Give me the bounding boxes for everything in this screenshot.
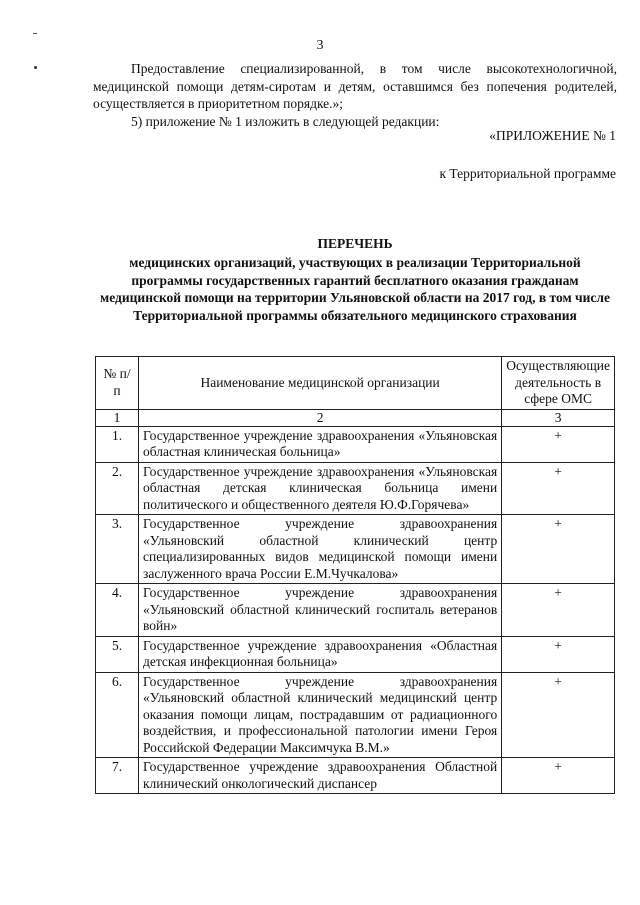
row-oms-mark: + <box>502 426 615 462</box>
row-number: 1. <box>96 426 139 462</box>
row-organization-name: Государственное учреждение здравоохранения «Ульяновская областная детская клиническая больница имени политического и общественного деятеля Ю.Ф.Горячева» <box>139 462 502 515</box>
table-row <box>96 515 615 584</box>
header-name: Наименование медицинской организации <box>139 357 502 410</box>
table-row <box>96 584 615 637</box>
row-oms-mark: + <box>502 672 615 758</box>
list-heading: ПЕРЕЧЕНЬ <box>317 236 393 251</box>
scan-mark <box>33 33 37 34</box>
row-organization-name: Государственное учреждение здравоохранения «Ульяновский областной клинический госпиталь ветеранов войн» <box>139 584 502 637</box>
row-organization-name: Государственное учреждение здравоохранения «Ульяновский областной клинический медицинский центр оказания помощи лицам, пострадавшим от радиационного воздействия, и профессиональной патологии имени Героя Российской Федерации Максимчука В.М.» <box>139 672 502 758</box>
row-oms-mark: + <box>502 584 615 637</box>
table-index-row <box>96 409 615 426</box>
row-oms-mark: + <box>502 515 615 584</box>
organizations-table <box>95 356 615 794</box>
row-number: 6. <box>96 672 139 758</box>
index-cell: 3 <box>502 409 615 426</box>
row-organization-name: Государственное учреждение здравоохранения «Областная детская инфекционная больница» <box>139 636 502 672</box>
row-number: 2. <box>96 462 139 515</box>
scan-dot <box>34 66 37 69</box>
row-oms-mark: + <box>502 462 615 515</box>
row-oms-mark: + <box>502 758 615 794</box>
row-number: 3. <box>96 515 139 584</box>
table-row <box>96 672 615 758</box>
paragraph-2: 5) приложение № 1 изложить в следующей редакции: <box>131 114 440 129</box>
table-header-row <box>96 357 615 410</box>
row-oms-mark: + <box>502 636 615 672</box>
row-organization-name: Государственное учреждение здравоохранения «Ульяновский областной клинический центр специализированных видов медицинской помощи имени заслуженного врача России Е.М.Чучкалова» <box>139 515 502 584</box>
row-number: 7. <box>96 758 139 794</box>
row-number: 5. <box>96 636 139 672</box>
appendix-title: «ПРИЛОЖЕНИЕ № 1 <box>489 128 616 143</box>
index-cell: 2 <box>139 409 502 426</box>
page-number: 3 <box>316 38 324 53</box>
table-row <box>96 426 615 462</box>
appendix-subtitle: к Территориальной программе <box>439 166 616 181</box>
row-organization-name: Государственное учреждение здравоохранения Областной клинический онкологический диспансер <box>139 758 502 794</box>
table-row <box>96 758 615 794</box>
index-cell: 1 <box>96 409 139 426</box>
table-row <box>96 462 615 515</box>
table-row <box>96 636 615 672</box>
row-number: 4. <box>96 584 139 637</box>
list-subheading: медицинских организаций, участвующих в реализации Территориальной программы государственных гарантий бесплатного оказания гражданам медицинской помощи на территории Ульяновской области на 2017 год, в том числе Территориальной программы обязательного медицинского страхования <box>100 255 610 323</box>
row-organization-name: Государственное учреждение здравоохранения «Ульяновская областная клиническая больница» <box>139 426 502 462</box>
header-num: № п/п <box>96 357 139 410</box>
header-oms: Осуществляющие деятельность в сфере ОМС <box>502 357 615 410</box>
paragraph-1: Предоставление специализированной, в том числе высокотехнологичной, медицинской помощи детям-сиротам и детям, оставшимся без попечения родителей, осуществляется в приоритетном порядке.»; <box>93 61 617 111</box>
